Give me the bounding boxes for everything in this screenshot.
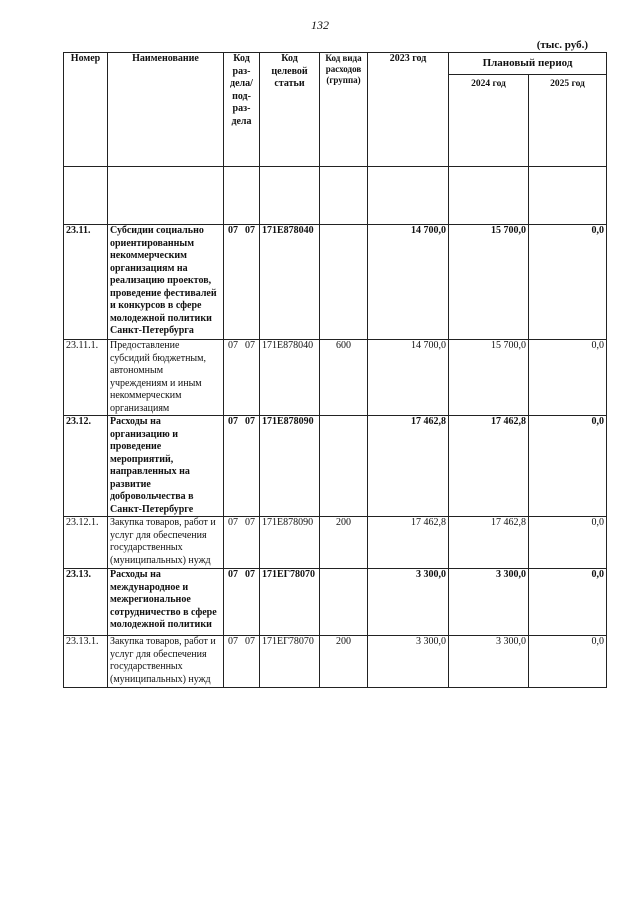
row-year-2024: 17 462,8 <box>449 517 529 569</box>
row-section-code <box>224 569 260 636</box>
header-target-code: Код целевой статьи <box>260 53 320 167</box>
header-year-2025: 2025 год <box>529 75 607 167</box>
row-target-code: 171Е878090 <box>260 416 320 517</box>
header-name: Наименование <box>108 53 224 167</box>
row-section-code <box>224 225 260 340</box>
header-section-code: Код раз-дела/ под-раз-дела <box>224 53 260 167</box>
row-expense-type: 600 <box>320 340 368 416</box>
row-expense-type: 200 <box>320 636 368 688</box>
row-year-2023: 3 300,0 <box>368 636 449 688</box>
row-number: 23.13.1. <box>64 636 108 688</box>
row-number: 23.12. <box>64 416 108 517</box>
row-year-2025: 0,0 <box>529 517 607 569</box>
row-target-code: 171ЕГ78070 <box>260 636 320 688</box>
row-target-code: 171Е878090 <box>260 517 320 569</box>
row-target-code: 171Е878040 <box>260 225 320 340</box>
row-year-2023: 17 462,8 <box>368 517 449 569</box>
units-label: (тыс. руб.) <box>536 39 588 51</box>
row-year-2024: 3 300,0 <box>449 636 529 688</box>
row-year-2024: 17 462,8 <box>449 416 529 517</box>
row-section: 07 <box>228 225 238 236</box>
row-section: 07 <box>228 636 238 647</box>
row-expense-type: 200 <box>320 517 368 569</box>
header-year-2023: 2023 год <box>368 53 449 167</box>
table-row <box>64 569 607 636</box>
row-subsection: 07 <box>245 416 255 427</box>
row-year-2025: 0,0 <box>529 416 607 517</box>
row-name: Расходы на организацию и проведение мероприятий, направленных на развитие добровольчества в Санкт-Петербурге <box>108 416 224 517</box>
row-expense-type <box>320 569 368 636</box>
header-number: Номер <box>64 53 108 167</box>
row-year-2023: 17 462,8 <box>368 416 449 517</box>
page-number: 132 <box>311 18 329 32</box>
row-number: 23.11.1. <box>64 340 108 416</box>
budget-table <box>63 52 607 688</box>
row-section-code <box>224 340 260 416</box>
table-row <box>64 416 607 517</box>
row-year-2025: 0,0 <box>529 569 607 636</box>
row-subsection: 07 <box>245 225 255 236</box>
row-name: Предоставление субсидий бюджетным, автономным учреждениям и иным некоммерческим организациям <box>108 340 224 416</box>
spacer-row <box>64 167 607 225</box>
row-name: Закупка товаров, работ и услуг для обеспечения государственных (муниципальных) нужд <box>108 636 224 688</box>
table-row <box>64 225 607 340</box>
row-number: 23.12.1. <box>64 517 108 569</box>
table-row <box>64 340 607 416</box>
row-subsection: 07 <box>245 636 255 647</box>
table-row <box>64 517 607 569</box>
row-year-2023: 14 700,0 <box>368 225 449 340</box>
row-year-2023: 14 700,0 <box>368 340 449 416</box>
row-target-code: 171ЕГ78070 <box>260 569 320 636</box>
row-section-code <box>224 416 260 517</box>
row-section: 07 <box>228 340 238 351</box>
table-row <box>64 636 607 688</box>
row-name: Субсидии социально ориентированным некоммерческим организациям на реализацию проектов, проведение фестивалей и конкурсов в сфере молодежной политики Санкт-Петербурга <box>108 225 224 340</box>
row-target-code: 171Е878040 <box>260 340 320 416</box>
row-year-2023: 3 300,0 <box>368 569 449 636</box>
row-year-2024: 15 700,0 <box>449 225 529 340</box>
header-planning-period: Плановый период <box>449 53 607 75</box>
row-section-code <box>224 517 260 569</box>
row-number: 23.13. <box>64 569 108 636</box>
row-year-2025: 0,0 <box>529 225 607 340</box>
row-expense-type <box>320 225 368 340</box>
row-year-2025: 0,0 <box>529 340 607 416</box>
header-expense-type: Код вида расходов (группа) <box>320 53 368 167</box>
row-year-2025: 0,0 <box>529 636 607 688</box>
row-subsection: 07 <box>245 340 255 351</box>
row-name: Закупка товаров, работ и услуг для обеспечения государственных (муниципальных) нужд <box>108 517 224 569</box>
row-year-2024: 15 700,0 <box>449 340 529 416</box>
row-subsection: 07 <box>245 569 255 580</box>
header-year-2024: 2024 год <box>449 75 529 167</box>
row-subsection: 07 <box>245 517 255 528</box>
row-section: 07 <box>228 517 238 528</box>
row-number: 23.11. <box>64 225 108 340</box>
row-section-code <box>224 636 260 688</box>
table-body <box>64 167 607 688</box>
row-section: 07 <box>228 569 238 580</box>
row-expense-type <box>320 416 368 517</box>
row-year-2024: 3 300,0 <box>449 569 529 636</box>
row-name: Расходы на международное и межрегиональное сотрудничество в сфере молодежной политики <box>108 569 224 636</box>
row-section: 07 <box>228 416 238 427</box>
